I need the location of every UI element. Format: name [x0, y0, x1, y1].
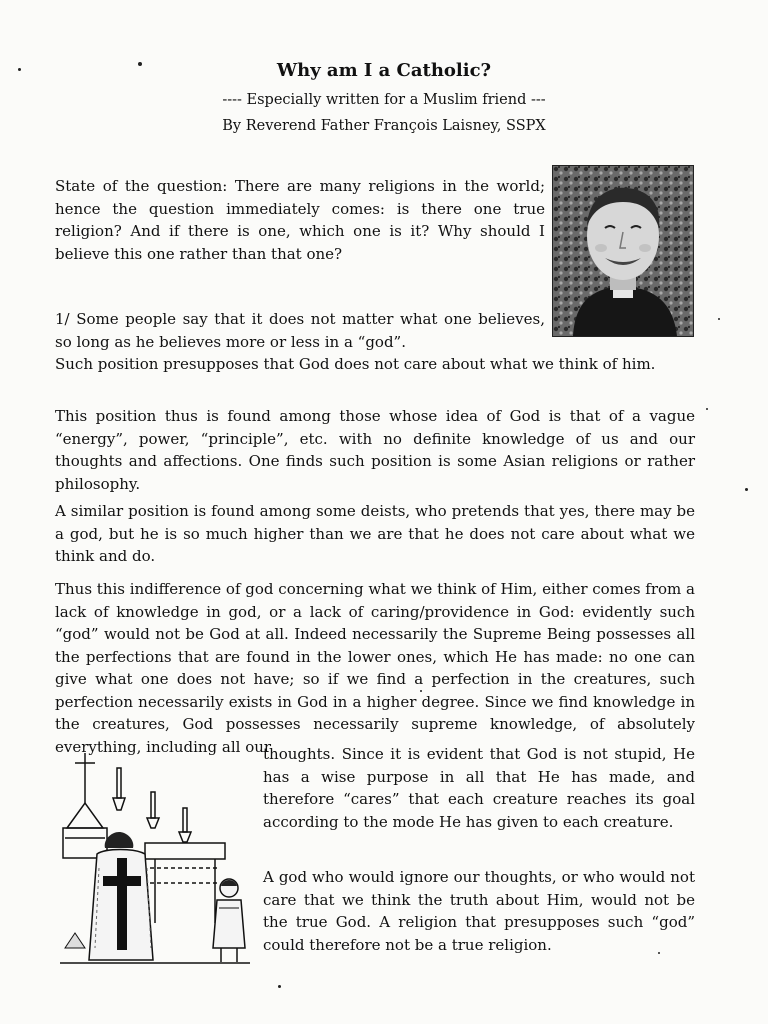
paragraph-point-1-continued: Such position presupposes that God does not care about what we think of him. — [55, 355, 656, 373]
scan-speck — [420, 690, 422, 692]
paragraph-point-1-intro: 1/ Some people say that it does not matter what one believes, so long as he believes more or less in a “god”. — [55, 310, 545, 351]
paragraph-indifference-of-god: Thus this indifference of god concerning what we think of Him, either comes from a lack of knowledge in god, or a lack of caring/providence in God: evidently such “god” would not be God at all. Indeed necessarily the Supreme Being possesses all the perfections that are found in the lower ones, which He has made: no one can give what one does not have; so if we find a perfection in the creatures, such perfection necessarily exists in God in a higher degree. Since we find knowledge in the creatures, God possesses necessarily supreme knowledge, of absolutely everything, including all our — [55, 580, 695, 756]
document-title: Why am I a Catholic? — [276, 60, 492, 81]
scan-speck — [278, 985, 281, 988]
paragraph-wise-purpose: thoughts. Since it is evident that God is not stupid, He has a wise purpose in all that He has made, and therefore “cares” that each creature reaches its goal according to the mode He has given to each creature. — [263, 745, 695, 831]
portrait-illustration — [553, 166, 693, 336]
scan-speck — [706, 408, 708, 410]
document-byline: By Reverend Father François Laisney, SSPX — [222, 118, 546, 134]
altar-mass-illustration — [55, 748, 255, 973]
paragraph-state-of-question: State of the question: There are many religions in the world; hence the question immediately comes: is there one true religion? And if there is one, which one is it? Why should I believe this one rather than that one? — [55, 177, 545, 263]
priest-portrait-photo — [552, 165, 694, 337]
document-subtitle: ---- Especially written for a Muslim friend --- — [222, 92, 546, 108]
paragraph-vague-energy: This position thus is found among those whose idea of God is that of a vague “energy”, power, “principle”, etc. with no definite knowledge of us and our thoughts and affections. One finds such position is some Asian religions or rather philosophy. — [55, 407, 695, 493]
scan-speck — [658, 952, 660, 954]
paragraph-true-religion: A god who would ignore our thoughts, or who would not care that we think the truth about Him, would not be the true God. A religion that presupposes such “god” could therefore not be a true religion. — [263, 868, 695, 954]
scan-speck — [745, 488, 748, 491]
altar-drawing — [55, 748, 255, 973]
scan-speck — [138, 62, 142, 66]
paragraph-deists: A similar position is found among some deists, who pretends that yes, there may be a god, but he is so much higher than we are that he does not care about what we think and do. — [55, 502, 695, 565]
scan-speck — [18, 68, 21, 71]
scan-speck — [718, 318, 720, 320]
